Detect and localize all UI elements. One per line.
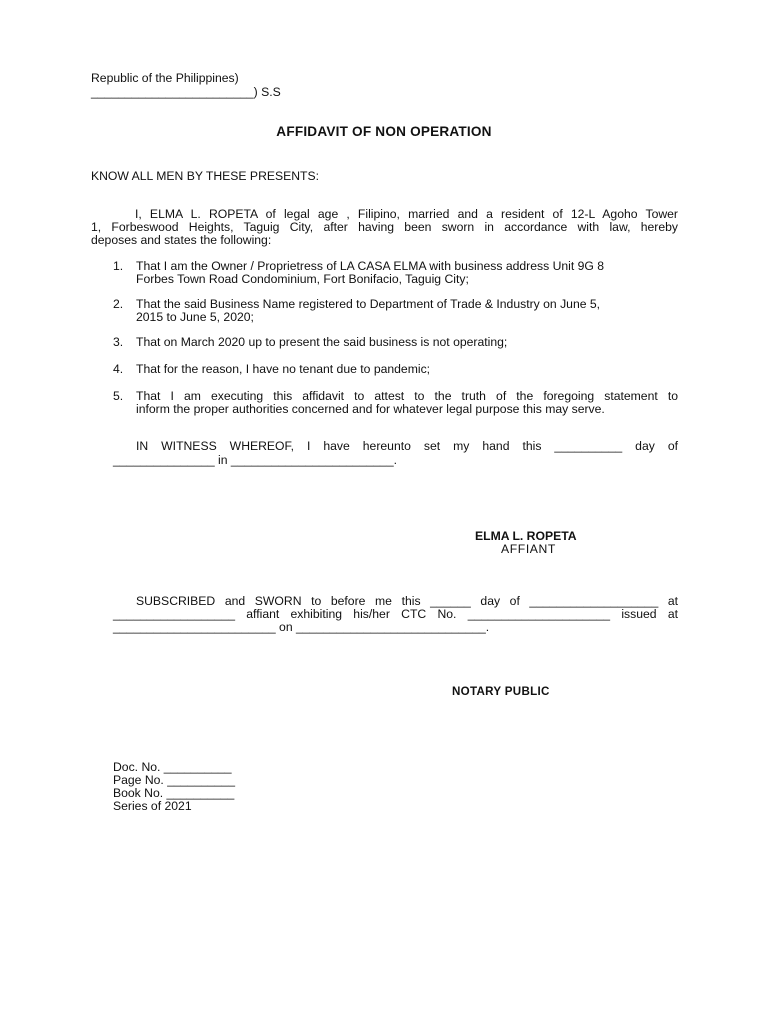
document-title: AFFIDAVIT OF NON OPERATION	[276, 124, 492, 139]
jurat-line-1: SUBSCRIBED and SWORN to before me this ______ day of ___________________ at	[136, 594, 678, 608]
opening-line-1: I, ELMA L. ROPETA of legal age , Filipino, married and a resident of 12-L Agoho Tower	[135, 207, 678, 221]
book-number: Book No. __________	[113, 786, 235, 800]
witness-line-2: _______________ in ________________________.	[113, 453, 397, 467]
item-5-number: 5.	[113, 389, 124, 403]
venue-line-country: Republic of the Philippines)	[91, 71, 239, 85]
opening-line-3: deposes and states the following:	[91, 233, 272, 247]
intro-text: KNOW ALL MEN BY THESE PRESENTS:	[91, 169, 320, 183]
item-2-line-1: That the said Business Name registered to Department of Trade & Industry on June 5,	[136, 297, 601, 311]
item-1-number: 1.	[113, 259, 124, 273]
item-1-line-1: That I am the Owner / Proprietress of LA CASA ELMA with business address Unit 9G 8	[136, 259, 605, 273]
jurat-line-3: ________________________ on ____________________________.	[113, 620, 490, 634]
item-5-line-1: That I am executing this affidavit to attest to the truth of the foregoing statement to	[136, 389, 678, 403]
page-number: Page No. __________	[113, 773, 235, 787]
affiant-label: AFFIANT	[501, 542, 556, 556]
jurat-line-2: __________________ affiant exhibiting his/her CTC No. _____________________ issued at	[113, 607, 678, 621]
item-1-line-2: Forbes Town Road Condominium, Fort Bonifacio, Taguig City;	[136, 272, 469, 286]
witness-line-1: IN WITNESS WHEREOF, I have hereunto set my hand this __________ day of	[136, 439, 678, 453]
item-5-line-2: inform the proper authorities concerned and for whatever legal purpose this may serve.	[136, 402, 605, 416]
item-3-number: 3.	[113, 335, 124, 349]
series-year: Series of 2021	[113, 799, 192, 813]
item-2-number: 2.	[113, 297, 124, 311]
notary-public-label: NOTARY PUBLIC	[452, 685, 550, 698]
doc-number: Doc. No. __________	[113, 760, 232, 774]
item-3-line-1: That on March 2020 up to present the said business is not operating;	[136, 335, 508, 349]
affiant-name: ELMA L. ROPETA	[475, 529, 577, 543]
item-2-line-2: 2015 to June 5, 2020;	[136, 310, 254, 324]
opening-line-2: 1, Forbeswood Heights, Taguig City, after having been sworn in accordance with law, hereby	[91, 220, 678, 234]
venue-line-ss: ________________________) S.S	[91, 85, 281, 99]
item-4-number: 4.	[113, 362, 124, 376]
item-4-line-1: That for the reason, I have no tenant due to pandemic;	[136, 362, 431, 376]
